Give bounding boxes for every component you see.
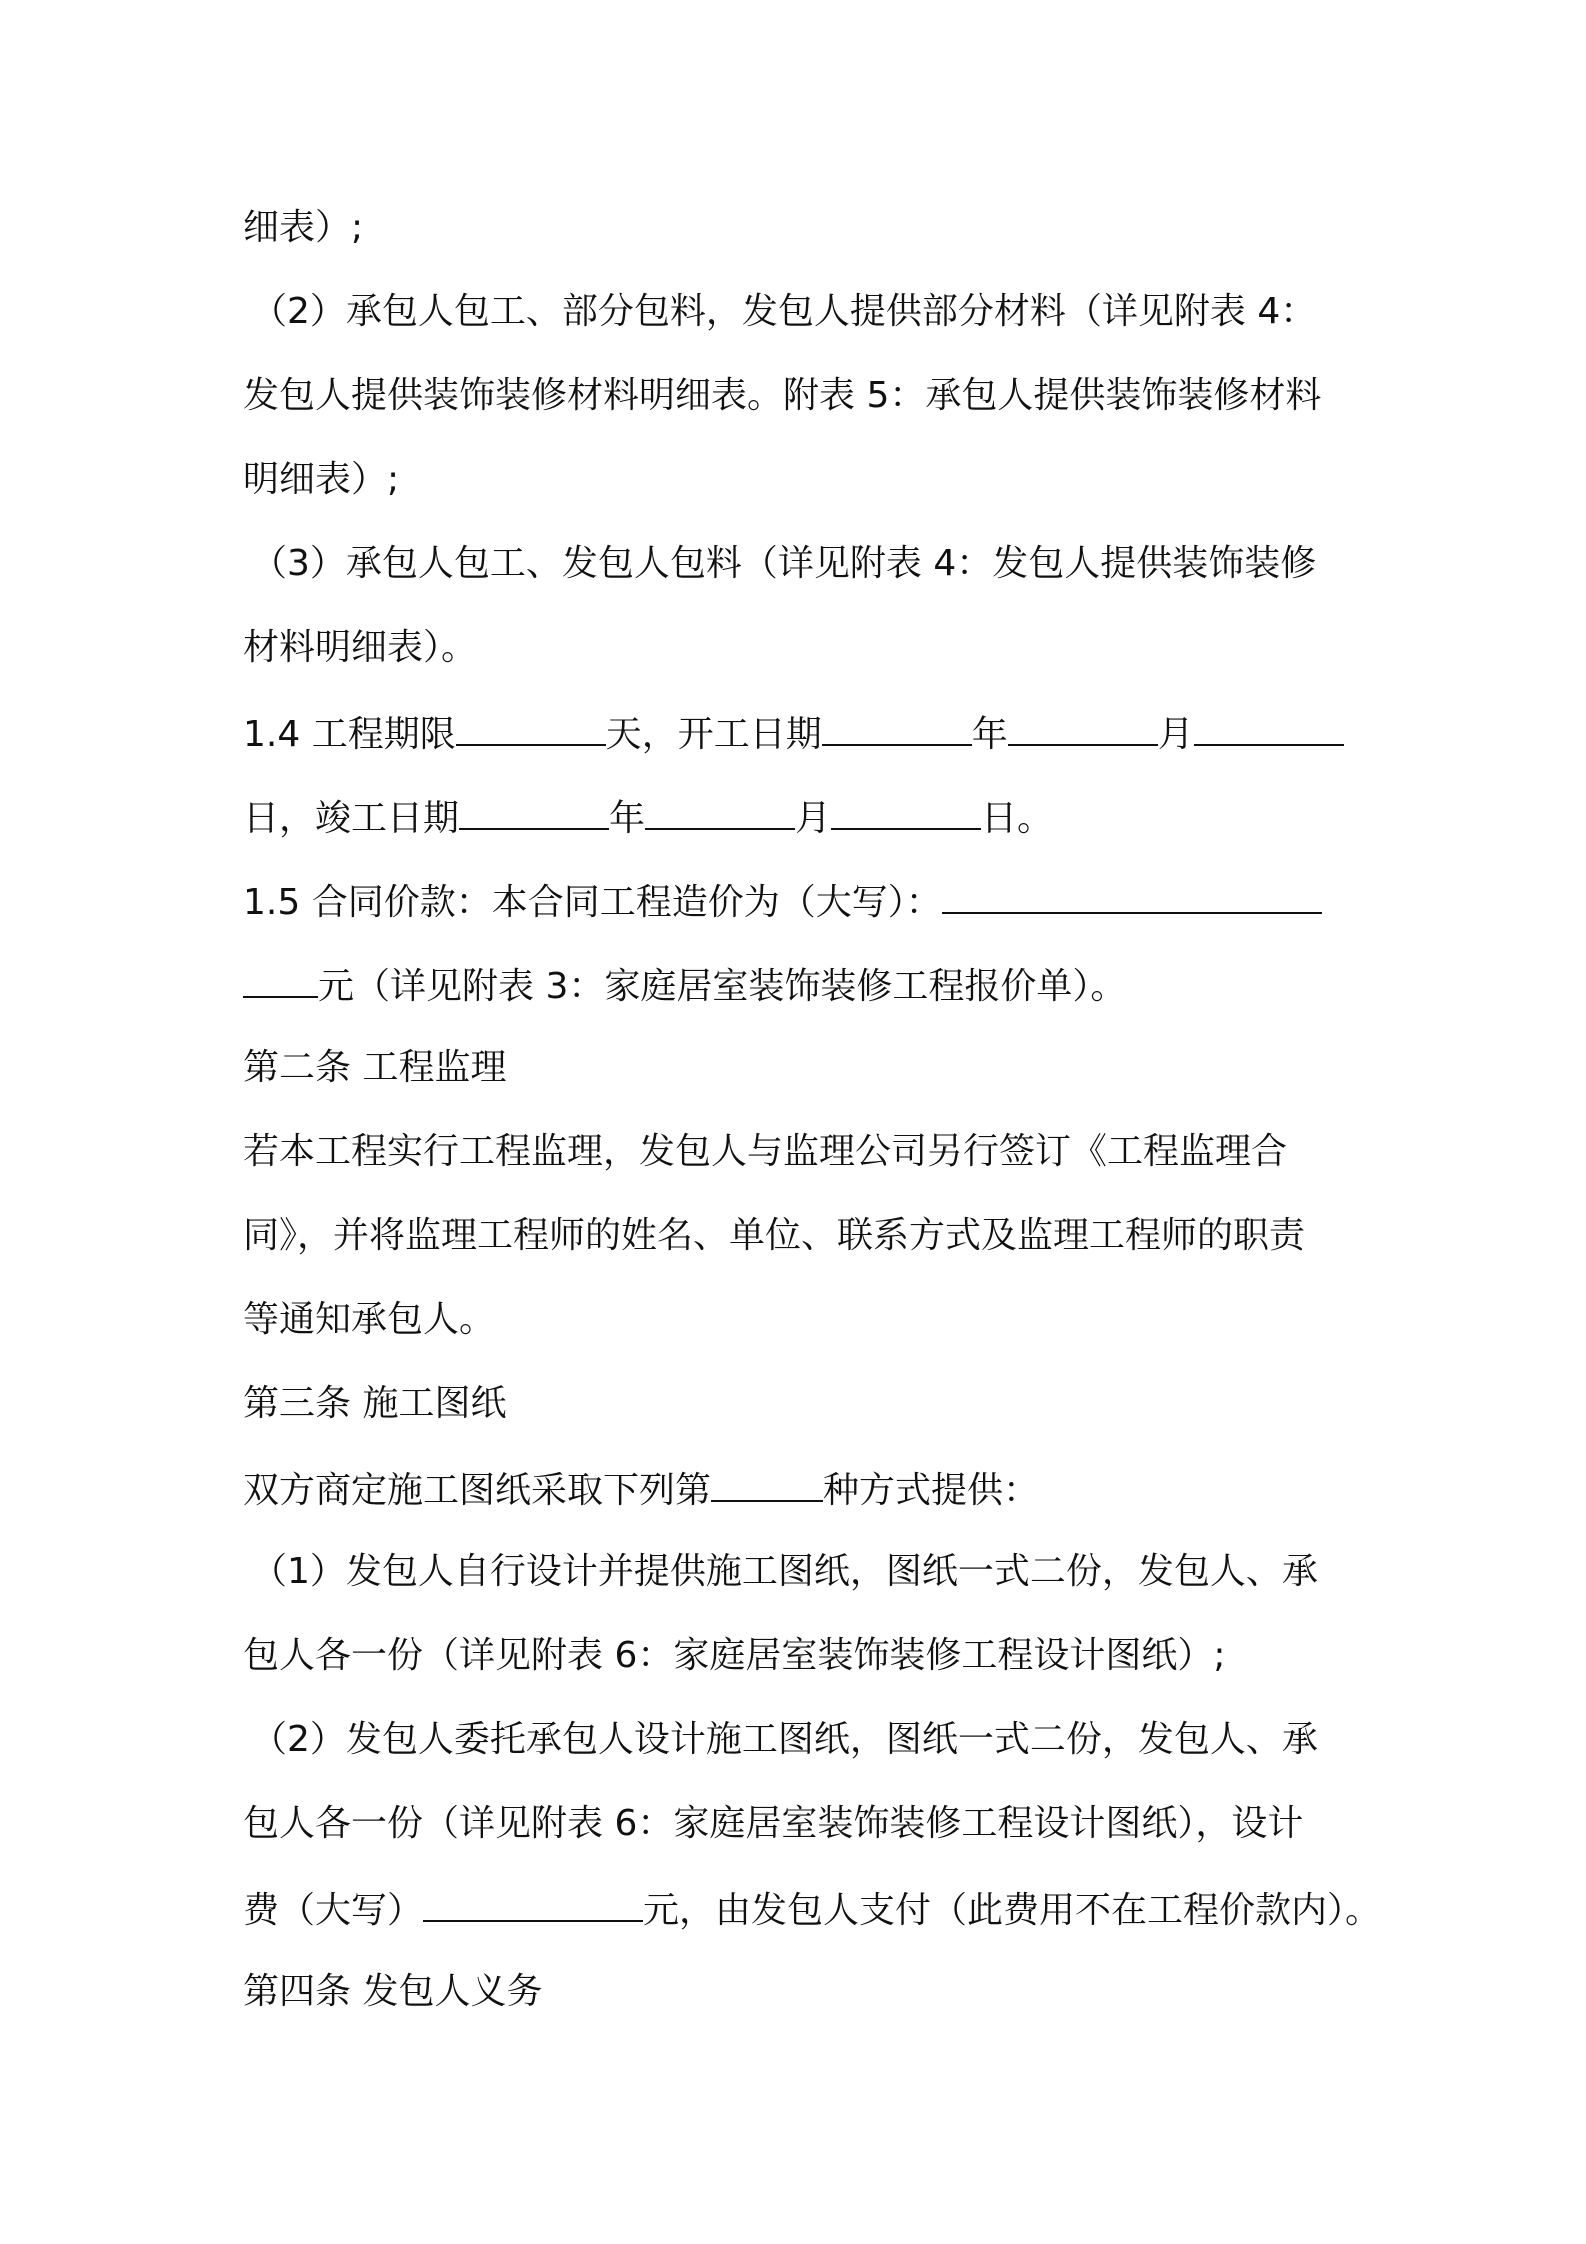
text-span: 月 <box>1157 714 1194 755</box>
drawing-mode-line <box>243 1466 1039 1513</box>
design-fee-line <box>243 1886 1381 1933</box>
text-line: 材料明细表）。 <box>243 627 478 668</box>
text-line: 包人各一份（详见附表 6：家庭居室装饰装修工程设计图纸）; <box>243 1635 1226 1676</box>
text-line: （2）承包人包工、部分包料，发包人提供部分材料（详见附表 4： <box>251 291 1317 332</box>
text-span: 年 <box>971 714 1008 755</box>
text-line: 同》，并将监理工程师的姓名、单位、联系方式及监理工程师的职责 <box>243 1215 1306 1256</box>
text-span: 天，开工日期 <box>605 714 822 755</box>
blank-field <box>456 710 606 746</box>
blank-field <box>831 794 981 830</box>
clause-1-5 <box>243 878 1322 925</box>
blank-field <box>942 878 1322 914</box>
text-span: 年 <box>609 798 646 839</box>
text-span: 月 <box>795 798 832 839</box>
text-line: 细表）; <box>243 207 364 248</box>
section-heading: 第四条 发包人义务 <box>243 1971 543 2012</box>
text-span: 种方式提供： <box>823 1470 1040 1511</box>
text-span: 1.4 工程期限 <box>243 714 456 755</box>
blank-field <box>1194 710 1344 746</box>
blank-field <box>1008 710 1158 746</box>
section-heading: 第二条 工程监理 <box>243 1047 507 1088</box>
blank-field <box>645 794 795 830</box>
blank-field <box>459 794 609 830</box>
blank-field <box>243 962 318 998</box>
text-line: 包人各一份（详见附表 6：家庭居室装饰装修工程设计图纸），设计 <box>243 1803 1304 1844</box>
text-line: （1）发包人自行设计并提供施工图纸，图纸一式二份，发包人、承 <box>251 1551 1318 1592</box>
text-span: 双方商定施工图纸采取下列第 <box>243 1470 712 1511</box>
text-span: 费（大写） <box>243 1890 424 1931</box>
text-line: 发包人提供装饰装修材料明细表。附表 5：承包人提供装饰装修材料 <box>243 375 1322 416</box>
clause-1-4 <box>243 710 1344 757</box>
text-span: 元（详见附表 3：家庭居室装饰装修工程报价单）。 <box>318 966 1127 1007</box>
text-span: 1.5 合同价款：本合同工程造价为（大写）： <box>243 882 942 923</box>
clause-1-5-cont <box>243 962 1126 1009</box>
text-line: 等通知承包人。 <box>243 1299 496 1340</box>
text-span: 日，竣工日期 <box>243 798 460 839</box>
text-line: （2）发包人委托承包人设计施工图纸，图纸一式二份，发包人、承 <box>251 1719 1318 1760</box>
text-line: 若本工程实行工程监理，发包人与监理公司另行签订《工程监理合 <box>243 1131 1288 1172</box>
text-span: 元，由发包人支付（此费用不在工程价款内）。 <box>643 1890 1382 1931</box>
blank-field <box>711 1466 823 1502</box>
section-heading: 第三条 施工图纸 <box>243 1383 507 1424</box>
text-span: 日。 <box>981 798 1054 839</box>
clause-1-4-dates <box>243 794 1053 841</box>
text-line: （3）承包人包工、发包人包料（详见附表 4：发包人提供装饰装修 <box>251 543 1317 584</box>
blank-field <box>822 710 972 746</box>
blank-field <box>423 1886 643 1922</box>
text-line: 明细表）; <box>243 459 400 500</box>
